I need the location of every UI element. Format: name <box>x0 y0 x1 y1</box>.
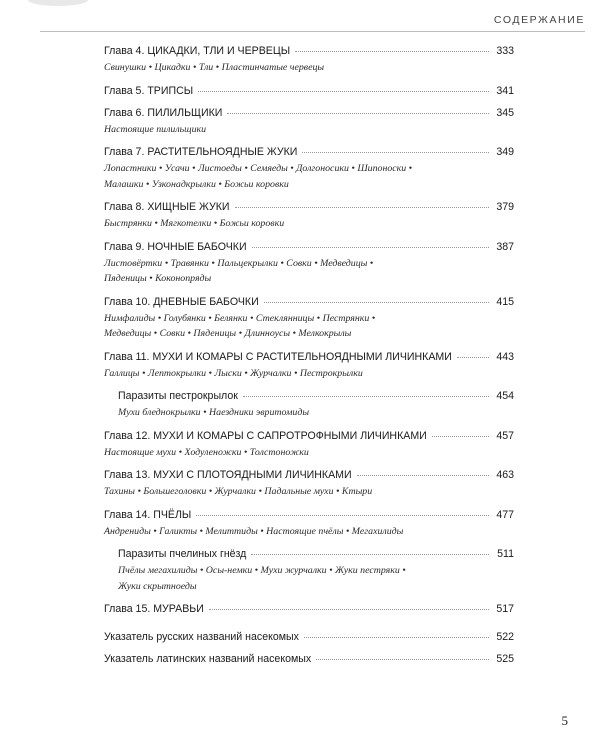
description-line: Лопастники • Усачи • Листоеды • Семяеды • Долгоносики • Шипоноски • <box>104 163 413 174</box>
toc-entry-title: Указатель русских названий насекомых <box>104 631 299 643</box>
description-line: Нимфалиды • Голубянки • Белянки • Стеклянницы • Пестрянки • <box>104 312 376 324</box>
toc-line <box>118 547 514 561</box>
toc-line <box>104 84 514 98</box>
description-line: Жуки скрытноеды <box>118 580 197 592</box>
toc-entry-title: Глава 4. ЦИКАДКИ, ТЛИ И ЧЕРВЕЦЫ <box>104 45 291 57</box>
toc-entry-description <box>104 484 514 500</box>
toc-entry-title: Паразиты пчелиных гнёзд <box>118 548 247 560</box>
description-line: Андрениды • Галикты • Мелиттиды • Настоящие пчёлы • Мегахилиды <box>104 525 404 537</box>
toc-entry-title: Глава 15. МУРАВЬИ <box>104 603 204 615</box>
dot-leader <box>432 436 489 437</box>
toc-entry-page: 341 <box>496 84 514 97</box>
dot-leader <box>264 302 489 303</box>
toc-entry-description <box>104 366 514 382</box>
toc-entry[interactable] <box>104 44 514 76</box>
toc-entry-page: 443 <box>496 350 514 363</box>
description-line: Мухи бледнокрылки • Наездники эвритомиды <box>118 407 310 418</box>
toc-entry-page: 387 <box>496 240 514 253</box>
dot-leader <box>251 554 489 555</box>
toc-line <box>104 200 514 214</box>
toc-line <box>104 630 514 644</box>
dot-leader <box>235 207 489 208</box>
description-line: Настоящие мухи • Ходуленожки • Толстоножки <box>104 446 309 458</box>
toc-entry-page: 511 <box>497 548 514 560</box>
toc-entry[interactable] <box>104 84 514 98</box>
toc-entry-page: 349 <box>496 146 514 158</box>
toc-line <box>104 602 514 616</box>
toc-entry-page: 477 <box>496 508 514 521</box>
description-line: Свинушки • Цикадки • Тли • Пластинчатые червецы <box>104 62 325 73</box>
dot-leader <box>457 357 489 358</box>
toc-entry-page: 454 <box>496 390 514 402</box>
toc-entry[interactable] <box>104 630 514 644</box>
toc-entry-description <box>104 445 514 461</box>
dot-leader <box>316 659 489 660</box>
toc-line <box>118 389 514 403</box>
toc-line <box>104 508 514 522</box>
toc-entry[interactable] <box>104 295 514 342</box>
dot-leader <box>243 396 489 397</box>
toc-line <box>104 429 514 443</box>
toc-entry-page: 457 <box>496 429 514 442</box>
toc-entry-title: Глава 6. ПИЛИЛЬЩИКИ <box>104 106 223 119</box>
toc-entry-title: Глава 11. МУХИ И КОМАРЫ С РАСТИТЕЛЬНОЯДНЫМИ ЛИЧИНКАМИ <box>104 350 452 363</box>
toc-line <box>104 44 514 58</box>
toc-entry-title: Глава 8. ХИЩНЫЕ ЖУКИ <box>104 201 230 213</box>
toc-entry-description <box>104 60 514 76</box>
description-line: Настоящие пилильщики <box>104 123 207 135</box>
dot-leader <box>295 51 489 52</box>
toc-entry-page: 525 <box>496 653 514 665</box>
toc-line <box>104 350 514 364</box>
description-line: Галлицы • Лептокрылки • Лыски • Журчалки • Пестрокрылки <box>104 367 363 379</box>
dot-leader <box>209 609 489 610</box>
toc-line <box>104 145 514 159</box>
toc-entry[interactable] <box>104 200 514 232</box>
toc-entry[interactable] <box>104 106 514 138</box>
toc-entry-description <box>104 524 514 540</box>
description-line: Листовёртки • Травянки • Пальцекрылки • Совки • Медведицы • <box>104 257 374 269</box>
toc-entry[interactable] <box>104 145 514 192</box>
dot-leader <box>304 637 489 638</box>
toc-entry-description <box>104 216 514 232</box>
description-line: Пчёлы мегахилиды • Осы-немки • Мухи журчалки • Жуки пестряки • <box>118 565 406 576</box>
page-number: 5 <box>561 713 568 728</box>
toc-entry-title: Глава 10. ДНЕВНЫЕ БАБОЧКИ <box>104 295 259 308</box>
dot-leader <box>196 515 489 516</box>
description-line: Тахины • Большеголовки • Журчалки • Падальные мухи • Ктыри <box>104 486 373 497</box>
toc-entry[interactable] <box>104 602 514 616</box>
toc-entry-title: Паразиты пестрокрылок <box>118 390 238 402</box>
description-line: Малашки • Узконадкрылки • Божьи коровки <box>104 178 289 190</box>
toc-entry-page: 415 <box>496 295 514 308</box>
scan-corner-mark <box>28 0 88 6</box>
toc-entry-description <box>118 563 514 594</box>
toc-entry-description <box>104 161 514 192</box>
toc-entry-title: Глава 14. ПЧЁЛЫ <box>104 508 192 521</box>
description-line: Быстрянки • Мягкотелки • Божьи коровки <box>104 218 285 229</box>
dot-leader <box>252 247 489 248</box>
toc-entry[interactable] <box>104 652 514 666</box>
toc-entry-page: 522 <box>496 631 514 643</box>
toc-entry-description <box>118 405 514 421</box>
toc-line <box>104 240 514 254</box>
toc-entry-title: Глава 5. ТРИПСЫ <box>104 84 194 97</box>
toc-line <box>104 468 514 482</box>
description-line: Пяденицы • Коконопряды <box>104 273 212 284</box>
toc-entry-title: Указатель латинских названий насекомых <box>104 653 312 665</box>
toc-entry-page: 463 <box>496 469 514 481</box>
running-header <box>40 14 585 28</box>
dot-leader <box>357 475 489 476</box>
dot-leader <box>227 113 489 114</box>
toc-entry-page: 379 <box>496 201 514 213</box>
header-rule <box>40 31 585 32</box>
toc-entry-title: Глава 12. МУХИ И КОМАРЫ С САПРОТРОФНЫМИ ЛИЧИНКАМИ <box>104 429 427 442</box>
toc-entry[interactable] <box>104 468 514 500</box>
toc-entry-title: Глава 13. МУХИ С ПЛОТОЯДНЫМИ ЛИЧИНКАМИ <box>104 469 352 481</box>
toc-subentry[interactable] <box>104 547 514 594</box>
dot-leader <box>302 152 489 153</box>
toc-subentry[interactable] <box>104 389 514 421</box>
table-of-contents <box>104 44 514 674</box>
toc-entry-description <box>104 256 514 287</box>
toc-entry[interactable] <box>104 240 514 287</box>
toc-entry[interactable] <box>104 350 514 382</box>
section-title: СОДЕРЖАНИЕ <box>493 14 585 26</box>
description-line: Медведицы • Совки • Пяденицы • Длинноусы • Мелкокрылы <box>104 328 352 339</box>
toc-entry-description <box>104 122 514 138</box>
toc-entry[interactable] <box>104 429 514 461</box>
toc-entry-page: 517 <box>496 603 514 615</box>
toc-line <box>104 295 514 309</box>
toc-entry[interactable] <box>104 508 514 540</box>
dot-leader <box>198 91 489 92</box>
toc-entry-title: Глава 9. НОЧНЫЕ БАБОЧКИ <box>104 240 247 253</box>
toc-entry-title: Глава 7. РАСТИТЕЛЬНОЯДНЫЕ ЖУКИ <box>104 146 298 158</box>
toc-line <box>104 652 514 666</box>
toc-entry-page: 345 <box>496 106 514 119</box>
toc-line <box>104 106 514 120</box>
toc-entry-page: 333 <box>496 45 514 57</box>
toc-entry-description <box>104 311 514 342</box>
